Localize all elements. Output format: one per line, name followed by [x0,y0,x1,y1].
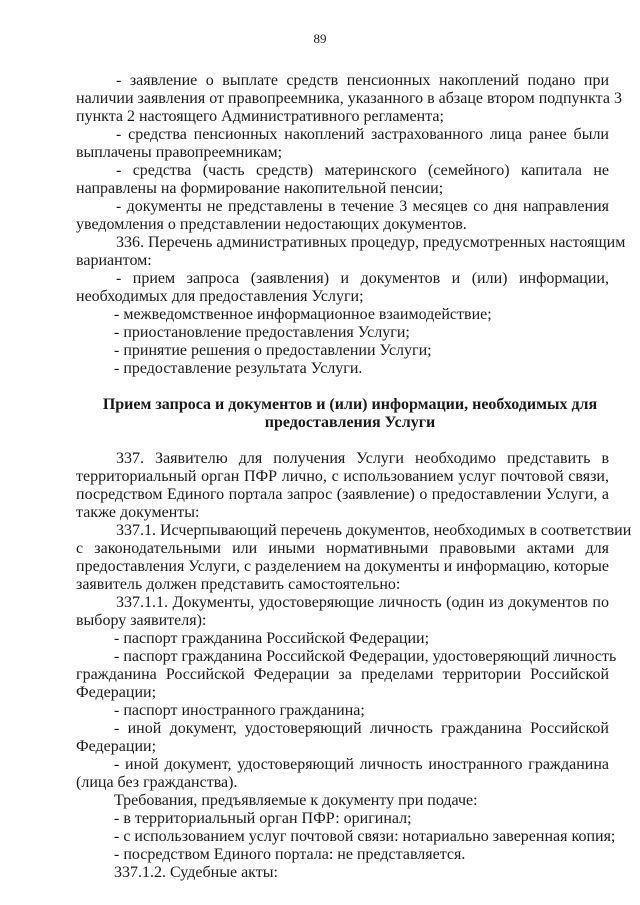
paragraph-337-line: заявитель должен представить самостоятельно: [76,576,401,593]
list-item: - межведомственное информационное взаимодействие; [114,306,492,323]
paragraph-336-line: необходимых для предоставления Услуги; [76,288,364,305]
paragraph-337-line: выбору заявителя): [76,612,207,629]
paragraph-337-line: 337. Заявителю для получения Услуги необходимо представить в [116,450,609,467]
subsection-title: 337.1.2. Судебные акты: [114,864,278,881]
text-line: - документы не представлены в течение 3 месяцев со дня направления [116,198,609,215]
text-line: направлены на формирование накопительной пенсии; [76,180,444,197]
page-number: 89 [313,31,327,46]
list-item: - иной документ, удостоверяющий личность гражданина Российской [114,720,609,737]
text-line: пункта 2 настоящего Административного регламента; [76,108,444,125]
paragraph-336-line: вариантом: [76,252,152,269]
list-item: - паспорт гражданина Российской Федерации, удостоверяющий личность [114,648,617,665]
paragraph-337-line: с законодательными или иными нормативными правовыми актами для [76,540,609,557]
list-item: Федерации; [76,738,157,755]
paragraph-337-line: 337.1.1. Документы, удостоверяющие личность (один из документов по [116,594,609,611]
list-item: - иной документ, удостоверяющий личность иностранного гражданина [114,756,609,773]
text-line: уведомления о представлении недостающих документов. [76,216,467,233]
list-item: - посредством Единого портала: не представляется. [114,846,466,863]
paragraph-337-line: также документы: [76,504,200,521]
list-item: - в территориальный орган ПФР: оригинал; [114,810,412,827]
list-item: Федерации; [76,684,157,701]
text-line: - средства (часть средств) материнского (семейного) капитала не [116,162,609,179]
list-item: - паспорт иностранного гражданина; [114,702,365,719]
section-heading: предоставления Услуги [264,414,436,431]
list-item: гражданина Российской Федерации за пределами территории Российской [76,666,609,683]
paragraph-337-line: посредством Единого портала запрос (заявление) о предоставлении Услуги, а [76,486,609,503]
paragraph-337-line: предоставления Услуги, с разделением на документы и информацию, которые [76,558,609,575]
text-line: выплачены правопреемникам; [76,144,283,161]
list-item: - паспорт гражданина Российской Федерации; [114,630,430,647]
list-item: (лица без гражданства). [76,774,238,791]
text-line: - заявление о выплате средств пенсионных накоплений подано при [116,72,609,89]
text-line: наличии заявления от правопреемника, указанного в абзаце втором подпункта 3 [76,90,622,107]
list-item: - принятие решения о предоставлении Услуги; [114,342,432,359]
text-line: - средства пенсионных накоплений застрахованного лица ранее были [116,126,609,143]
paragraph-337-line: 337.1. Исчерпывающий перечень документов, необходимых в соответствии [116,522,632,539]
section-heading: Прием запроса и документов и (или) информации, необходимых для [102,396,598,413]
list-item: - приостановление предоставления Услуги; [114,324,410,341]
requirements-title: Требования, предъявляемые к документу при подаче: [114,792,478,809]
paragraph-336-line: - прием запроса (заявления) и документов и (или) информации, [116,270,609,287]
paragraph-337-line: территориальный орган ПФР лично, с использованием услуг почтовой связи, [76,468,609,485]
list-item: - предоставление результата Услуги. [114,360,363,377]
paragraph-336-line: 336. Перечень административных процедур, предусмотренных настоящим [116,234,626,251]
list-item: - с использованием услуг почтовой связи: нотариально заверенная копия; [114,828,616,845]
